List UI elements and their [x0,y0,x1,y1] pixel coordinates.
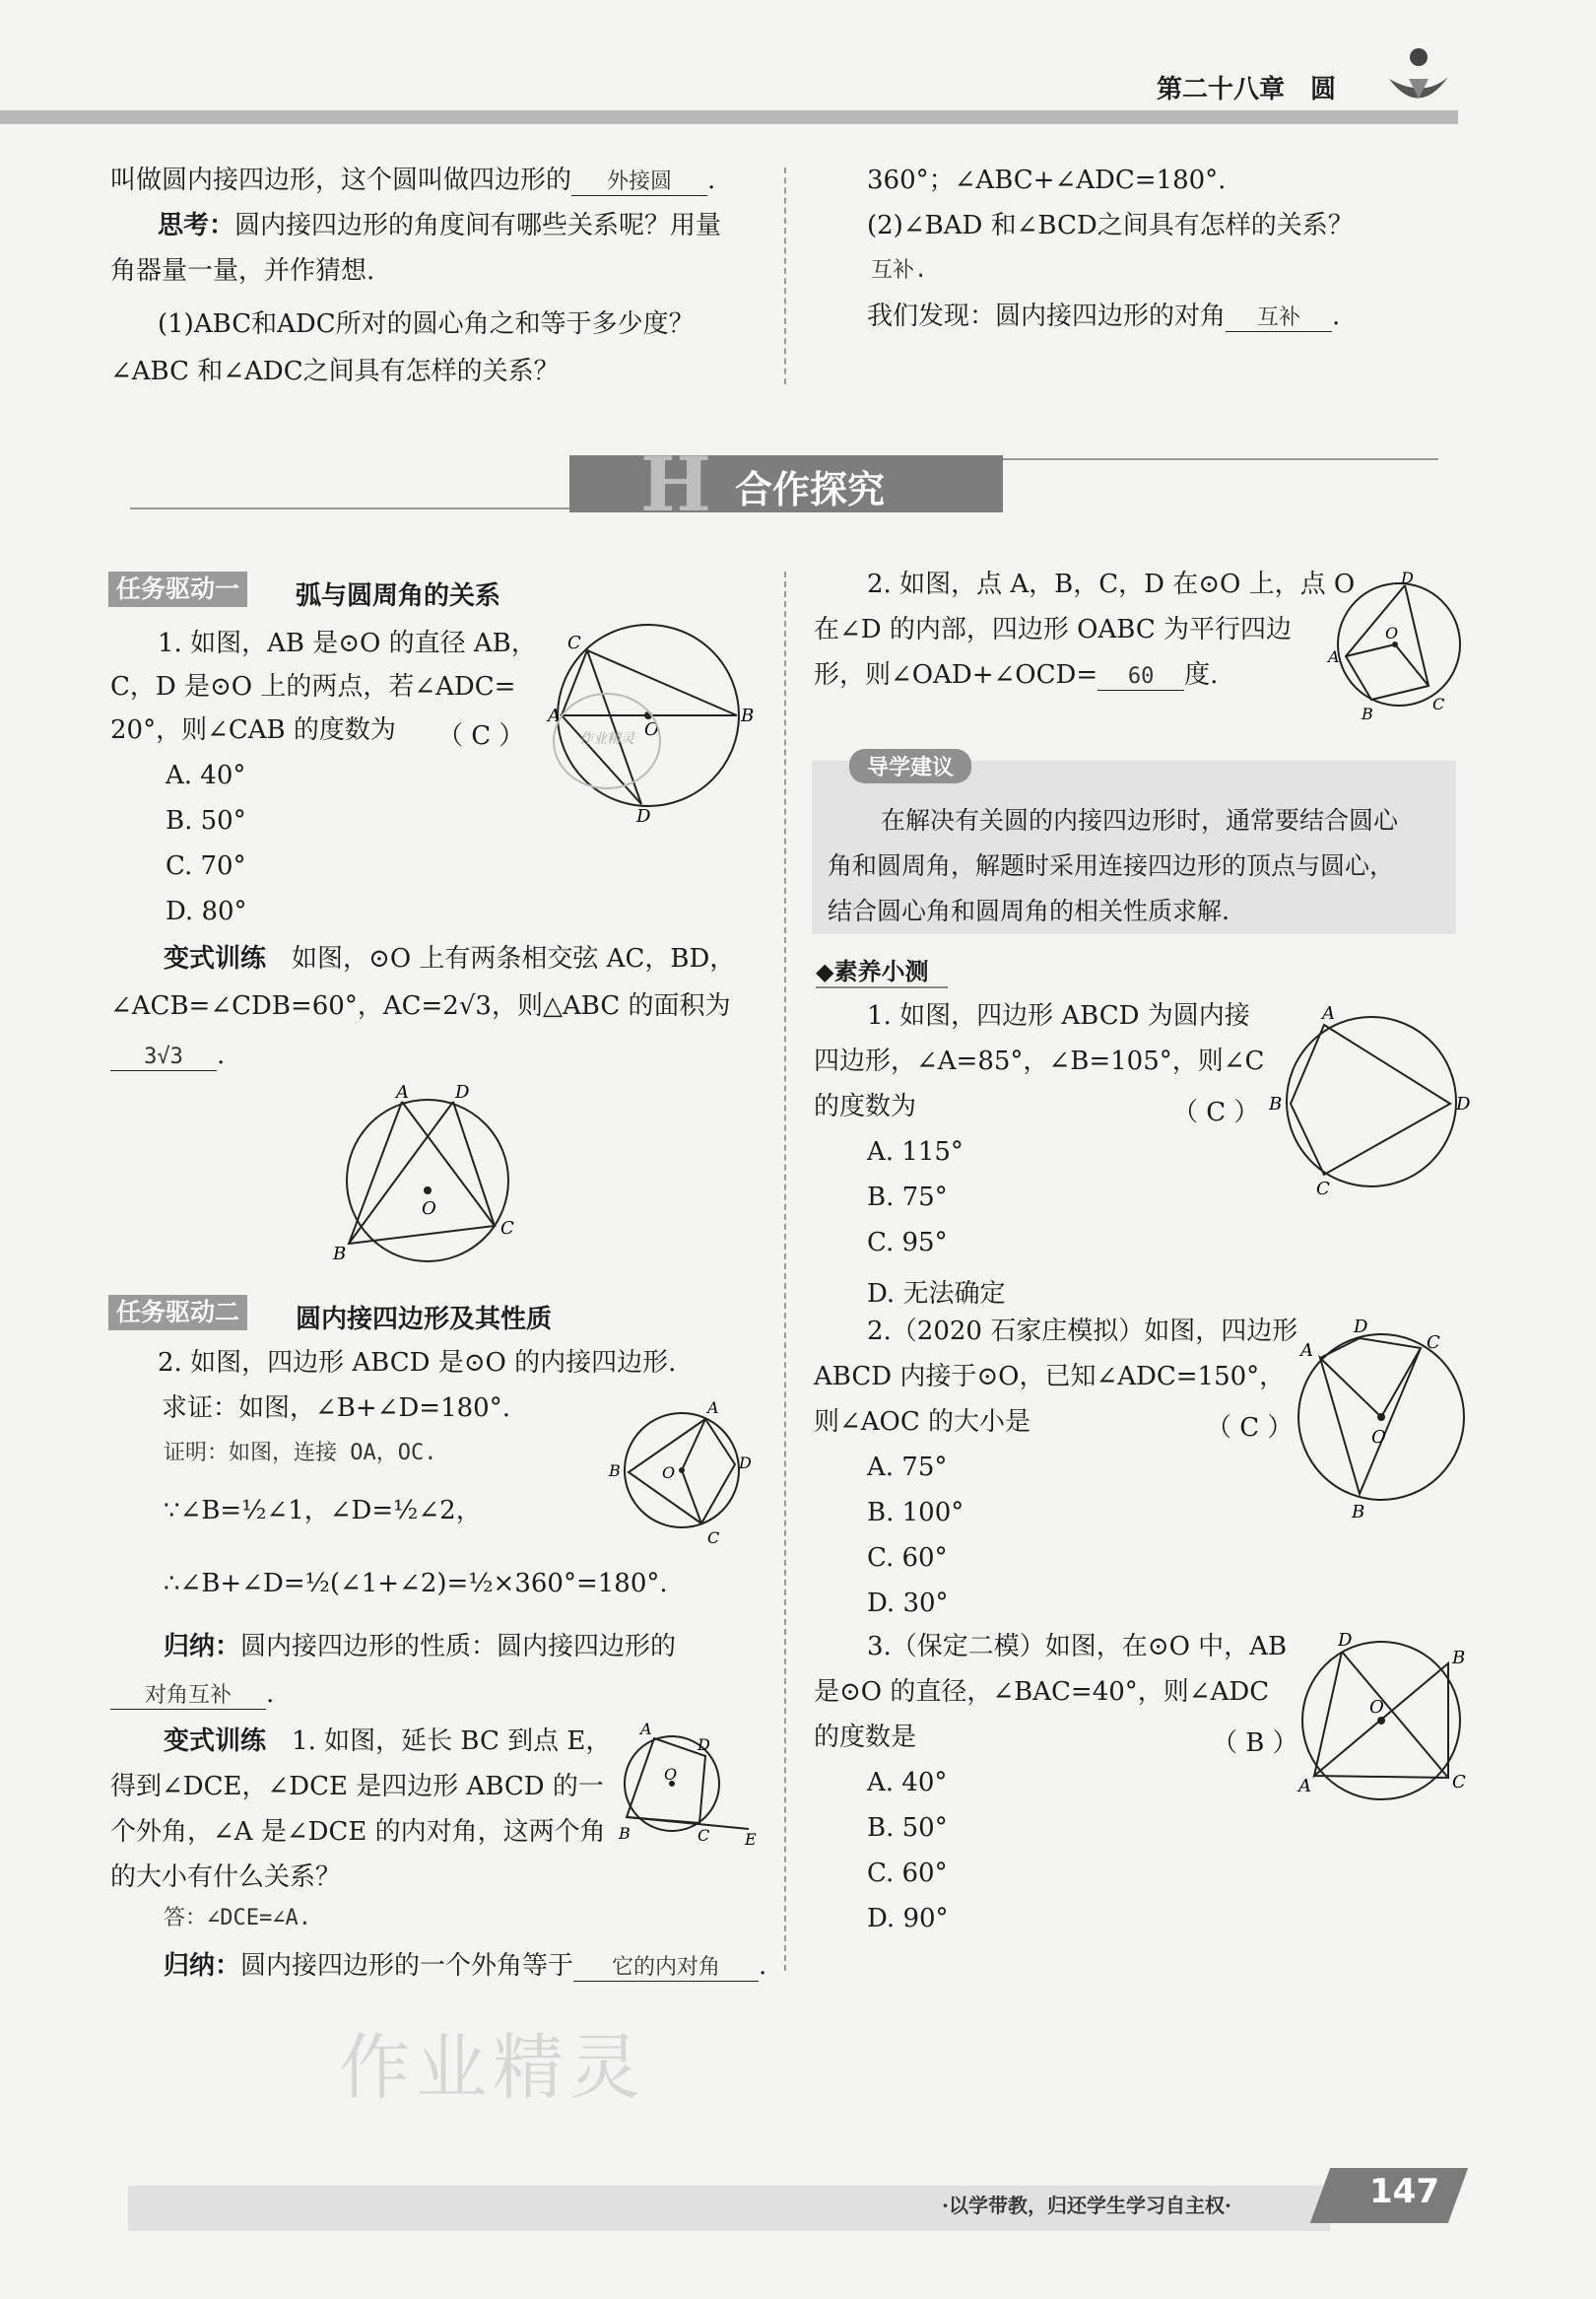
quiz-q2-c: C. 60° [867,1543,948,1573]
t2-var-figure [607,1719,765,1847]
svg-text:O: O [662,1463,676,1482]
t1r-p2-l1: 2. 如图，点 A，B，C，D 在⊙O 上，点 O [867,570,1356,599]
quiz-q3-l1: 3.（保定二模）如图，在⊙O 中，AB [867,1632,1288,1661]
t1-p1-answer: （ C ） [437,721,525,751]
quiz-q3-l2: 是⊙O 的直径，∠BAC=40°，则∠ADC [814,1677,1270,1707]
t2-figure [599,1389,766,1547]
svg-text:D: D [739,1454,752,1472]
quiz-q1-figure [1263,999,1470,1196]
quiz-q3-d: D. 90° [867,1904,949,1933]
svg-text:D: D [1456,1094,1470,1115]
svg-text:A: A [1328,647,1340,666]
quiz-q3-l3: 的度数是 [814,1723,917,1752]
section-title: 合作探究 [735,468,886,511]
blank-complementary: 互补 [1226,305,1332,332]
t1-option-c: C. 70° [166,851,246,881]
intro-line: 叫做圆内接四边形，这个圆叫做四边形的 外接圆 . [110,166,716,195]
t1-var-line3: 3√3 . [110,1041,225,1071]
quiz-q2-b: B. 100° [867,1498,964,1527]
t1r-p2-l2: 在∠D 的内部，四边形 OABC 为平行四边 [814,615,1292,644]
quiz-q2-figure [1297,1315,1474,1523]
t1r-p2-l3: 形，则∠OAD+∠OCD= 60 度. [814,660,1219,690]
t2-p2-l2: 求证：如图，∠B+∠D=180°. [162,1393,510,1423]
svg-text:A: A [640,1720,652,1738]
t1r-figure [1316,570,1474,727]
svg-text:E: E [745,1830,757,1847]
t1-option-d: D. 80° [166,897,247,926]
t1-p1-l3: 20°，则∠CAB 的度数为 [110,715,396,745]
chapter-title: 第二十八章 圆 [1157,75,1337,104]
t2-summary-line1: 归纳：圆内接四边形的性质：圆内接四边形的 [164,1632,677,1661]
quiz-q1-b: B. 75° [867,1183,948,1212]
guide-line3: 结合圆心角和圆周角的相关性质求解. [828,897,1230,925]
quiz-q1-answer: （ C ） [1172,1098,1260,1127]
task2-title: 圆内接四边形及其性质 [296,1305,553,1334]
blank-sixty: 60 [1097,664,1184,691]
svg-text:C: C [1452,1772,1466,1792]
task1-badge: 任务驱动一 [108,572,247,607]
svg-text:A: A [1322,1003,1335,1024]
answer1-line: 360°；∠ABC+∠ADC=180°. [867,166,1227,195]
svg-text:O: O [1385,624,1399,642]
quiz-q3-a: A. 40° [867,1768,948,1797]
t1-var-line2: ∠ACB=∠CDB=60°，AC=2√3，则△ABC 的面积为 [110,991,731,1021]
quiz-q1-a: A. 115° [867,1137,964,1167]
svg-text:D: D [1338,1630,1353,1651]
t2-var-line1: 变式训练 1. 如图，延长 BC 到点 E， [164,1726,612,1756]
quiz-q2-l2: ABCD 内接于⊙O，已知∠ADC=150°， [814,1362,1286,1391]
t2-var-line3: 个外角，∠A 是∠DCE 的内对角，这两个角 [110,1817,606,1847]
svg-text:A: A [1300,1340,1313,1361]
svg-text:B: B [1269,1094,1283,1115]
task1-title: 弧与圆周角的关系 [296,581,501,611]
header-bar [0,110,1458,124]
t1-p1-l2: C，D 是⊙O 上的两点，若∠ADC= [110,672,516,702]
quiz-q3-answer: （ B ） [1212,1728,1298,1758]
t2-p2-l1: 2. 如图，四边形 ABCD 是⊙O 的内接四边形. [158,1348,677,1378]
quiz-q2-l1: 2.（2020 石家庄模拟）如图，四边形 [867,1317,1298,1346]
svg-text:C: C [567,633,581,653]
question1-line1: (1)ABC和ADC所对的圆心角之和等于多少度？ [158,309,695,339]
column-divider-main [784,572,786,1971]
svg-text:O: O [644,719,659,740]
quiz-q2-d: D. 30° [867,1589,949,1618]
svg-text:B: B [1452,1648,1466,1668]
blank-area: 3√3 [110,1045,217,1071]
t2-proof-l1: 证明：如图，连接 OA，OC. [164,1441,437,1465]
blank-interior-opposite: 它的内对角 [573,1955,759,1982]
question2-answer: 互补. [871,258,928,283]
svg-text:O: O [1369,1697,1384,1718]
found-line: 我们发现：圆内接四边形的对角 互补 . [867,302,1341,331]
svg-text:B: B [333,1244,347,1264]
blank-circumcircle: 外接圆 [571,169,707,196]
quiz-q3-figure [1291,1630,1472,1811]
quiz-q2-answer: （ C ） [1206,1413,1294,1443]
svg-text:D: D [1354,1317,1368,1337]
quiz-q1-d: D. 无法确定 [867,1279,1006,1309]
quiz-q2-a: A. 75° [867,1453,948,1482]
svg-text:C: C [1427,1332,1440,1353]
page-number: 147 [1369,2172,1439,2211]
guide-line2: 角和圆周角，解题时采用连接四边形的顶点与圆心， [828,851,1395,880]
quiz-q3-c: C. 60° [867,1859,948,1888]
svg-text:O: O [422,1198,436,1219]
t2-var-line4: 的大小有什么关系？ [110,1862,342,1892]
quiz-q3-b: B. 50° [867,1813,948,1843]
watermark: 作业精灵 [339,2026,647,2109]
quiz-q1-l3: 的度数为 [814,1092,917,1121]
guide-line1: 在解决有关圆的内接四边形时，通常要结合圆心 [881,806,1399,835]
think-line2: 角器量一量，并作猜想. [110,256,375,286]
svg-text:D: D [636,806,651,826]
logo-icon [1379,39,1458,118]
think-line: 思考：圆内接四边形的角度间有哪些关系呢？用量 [158,211,722,240]
svg-text:A: A [707,1398,719,1417]
svg-text:D: D [698,1735,710,1754]
task2-badge: 任务驱动二 [108,1295,247,1330]
quiz-q1-c: C. 95° [867,1228,948,1257]
t1-var-line1: 变式训练 如图，⊙O 上有两条相交弦 AC，BD， [164,944,736,974]
t2-var-line2: 得到∠DCE，∠DCE 是四边形 ABCD 的一 [110,1772,604,1801]
svg-text:B: B [1362,705,1373,723]
quiz-q1-l2: 四边形，∠A=85°，∠B=105°，则∠C [814,1047,1265,1076]
quiz-q1-l1: 1. 如图，四边形 ABCD 为圆内接 [867,1001,1250,1031]
svg-text:B: B [741,706,755,726]
t2-var-answer: 答：∠DCE=∠A. [164,1906,311,1930]
t1-figure-1 [540,619,757,826]
t1-option-b: B. 50° [166,806,246,836]
svg-text:C: C [698,1826,710,1845]
column-divider-top [784,168,786,384]
svg-text:C: C [500,1218,514,1239]
svg-text:A: A [548,706,561,726]
svg-text:B: B [1352,1502,1365,1522]
svg-text:C: C [1432,695,1445,713]
t2-summary-line2: 对角互补 . [110,1679,274,1710]
t1-stamp: 作业精灵 [579,731,634,747]
question1-line2: ∠ABC 和∠ADC之间具有怎样的关系？ [110,357,560,386]
svg-text:O: O [1371,1427,1386,1448]
quiz-title: ◆素养小测 [816,952,948,988]
svg-text:D: D [1401,570,1414,587]
blank-opposite-angles: 对角互补 [110,1683,266,1710]
question2-line: (2)∠BAD 和∠BCD之间具有怎样的关系？ [867,211,1354,240]
svg-text:D: D [455,1084,470,1103]
svg-text:C: C [707,1528,720,1547]
svg-text:O: O [664,1765,678,1784]
svg-text:A: A [396,1084,409,1103]
svg-text:B: B [619,1824,631,1843]
t1-p1-l1: 1. 如图，AB 是⊙O 的直径 AB， [158,629,537,658]
section-letter: H [640,440,711,528]
t1-figure-2 [325,1084,542,1271]
quiz-q2-l3: 则∠AOC 的大小是 [814,1407,1031,1437]
svg-text:A: A [1298,1776,1311,1796]
t1-option-a: A. 40° [166,761,246,790]
svg-text:B: B [609,1461,621,1480]
t2-summary2: 归纳：圆内接四边形的一个外角等于 它的内对角 . [164,1951,767,1981]
svg-text:C: C [1316,1179,1330,1196]
footer-slogan: ·以学带教，归还学生学习自主权· [942,2194,1231,2217]
diamond-icon: ◆ [816,958,834,985]
guide-title: 导学建议 [849,749,971,783]
t2-proof-l3: ∴∠B+∠D=½(∠1+∠2)=½×360°=180°. [164,1569,668,1598]
t2-proof-l2: ∵∠B=½∠1，∠D=½∠2， [164,1496,482,1525]
